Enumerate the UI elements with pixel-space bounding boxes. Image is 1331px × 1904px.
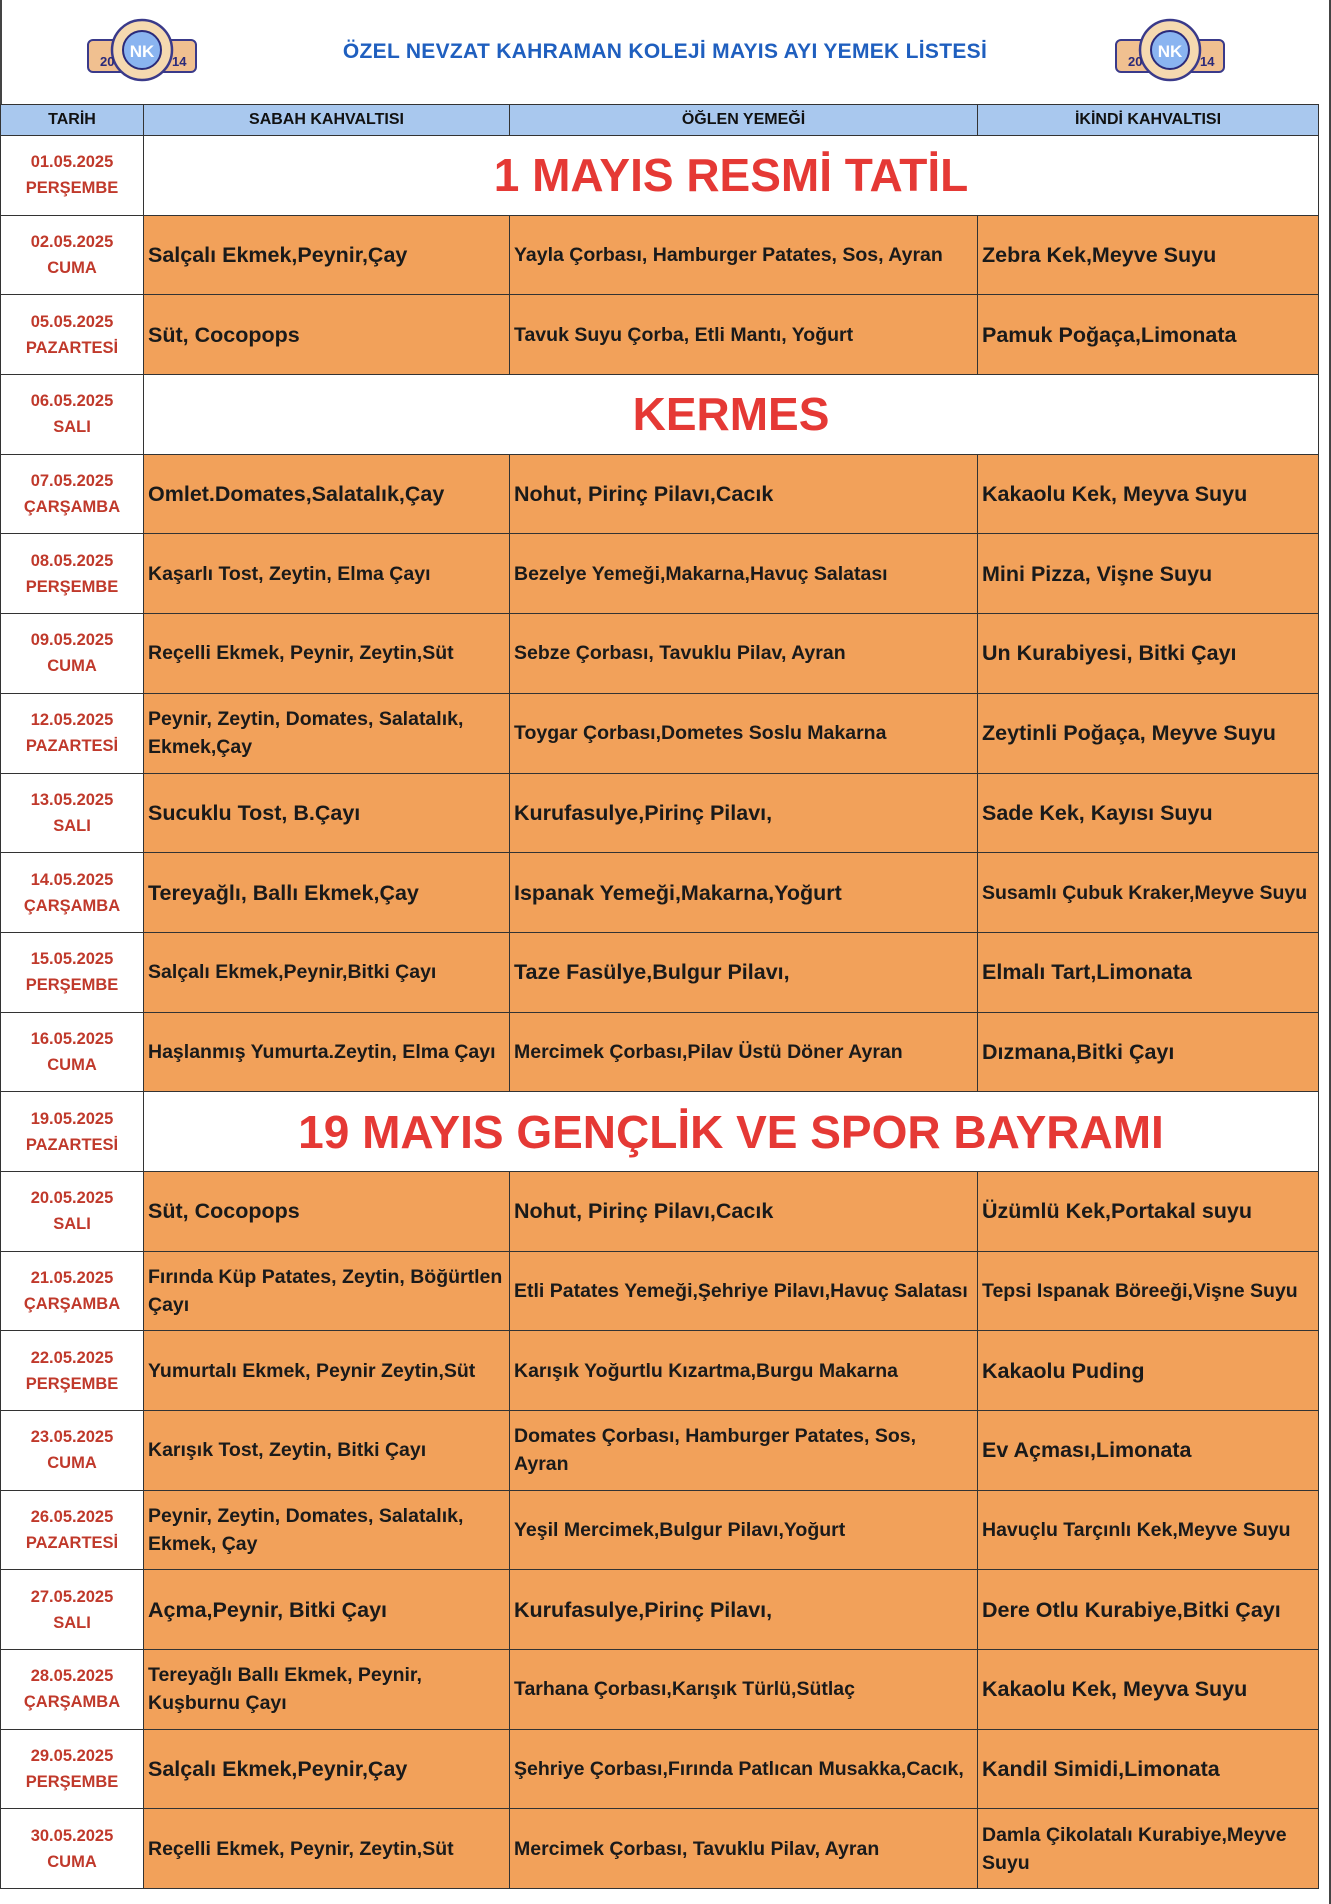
date-text: 13.05.2025 (30, 790, 114, 809)
date-cell (1, 1729, 144, 1809)
weekday-text: CUMA (47, 657, 97, 676)
lunch-cell: Mercimek Çorbası, Tavuklu Pilav, Ayran (510, 1809, 978, 1889)
holiday-banner: KERMES (144, 375, 1319, 455)
lunch-cell: Kurufasulye,Pirinç Pilavı, (510, 1570, 978, 1650)
date-text: 23.05.2025 (30, 1428, 114, 1447)
table-row (1, 1012, 1319, 1092)
date-cell (1, 853, 144, 933)
weekday-text: SALI (53, 418, 91, 437)
date-text: 21.05.2025 (30, 1268, 114, 1287)
table-row (1, 1809, 1319, 1889)
date-text: 01.05.2025 (30, 153, 114, 172)
date-cell (1, 1490, 144, 1570)
table-row (1, 693, 1319, 773)
snack-cell: Pamuk Poğaça,Limonata (978, 295, 1319, 375)
date-cell (1, 773, 144, 853)
breakfast-cell: Peynir, Zeytin, Domates, Salatalık, Ekmek,Çay (144, 693, 510, 773)
table-row (1, 1092, 1319, 1172)
date-text: 30.05.2025 (30, 1826, 114, 1845)
date-cell (1, 454, 144, 534)
holiday-banner: 1 MAYIS RESMİ TATİL (144, 136, 1319, 216)
breakfast-cell: Salçalı Ekmek,Peynir,Bitki Çayı (144, 932, 510, 1012)
lunch-cell: Nohut, Pirinç Pilavı,Cacık (510, 454, 978, 534)
snack-cell: Susamlı Çubuk Kraker,Meyve Suyu (978, 853, 1319, 933)
date-cell (1, 1411, 144, 1491)
weekday-text: PERŞEMBE (25, 179, 119, 198)
breakfast-cell: Tereyağlı Ballı Ekmek, Peynir, Kuşburnu Çayı (144, 1650, 510, 1730)
lunch-cell: Nohut, Pirinç Pilavı,Cacık (510, 1171, 978, 1251)
lunch-cell: Şehriye Çorbası,Fırında Patlıcan Musakka,Cacık, (510, 1729, 978, 1809)
table-row (1, 375, 1319, 455)
table-row (1, 454, 1319, 534)
school-logo (82, 10, 202, 92)
weekday-text: SALI (53, 1613, 91, 1632)
breakfast-cell: Peynir, Zeytin, Domates, Salatalık, Ekmek, Çay (144, 1490, 510, 1570)
weekday-text: SALI (53, 1215, 91, 1234)
table-row (1, 932, 1319, 1012)
breakfast-cell: Süt, Cocopops (144, 1171, 510, 1251)
breakfast-cell: Tereyağlı, Ballı Ekmek,Çay (144, 853, 510, 933)
weekday-text: ÇARŞAMBA (23, 498, 121, 517)
snack-cell: Un Kurabiyesi, Bitki Çayı (978, 614, 1319, 694)
lunch-cell: Etli Patates Yemeği,Şehriye Pilavı,Havuç Salatası (510, 1251, 978, 1331)
date-text: 06.05.2025 (30, 392, 114, 411)
date-cell (1, 1570, 144, 1650)
breakfast-cell: Salçalı Ekmek,Peynir,Çay (144, 215, 510, 295)
lunch-cell: Kurufasulye,Pirinç Pilavı, (510, 773, 978, 853)
table-row (1, 1411, 1319, 1491)
snack-cell: Kakaolu Kek, Meyva Suyu (978, 1650, 1319, 1730)
snack-cell: Ev Açması,Limonata (978, 1411, 1319, 1491)
date-cell (1, 1650, 144, 1730)
table-row (1, 614, 1319, 694)
snack-cell: Kandil Simidi,Limonata (978, 1729, 1319, 1809)
snack-cell: Sade Kek, Kayısı Suyu (978, 773, 1319, 853)
weekday-text: SALI (53, 816, 91, 835)
snack-cell: Havuçlu Tarçınlı Kek,Meyve Suyu (978, 1490, 1319, 1570)
snack-cell: Tepsi Ispanak Böreeği,Vişne Suyu (978, 1251, 1319, 1331)
table-row (1, 1490, 1319, 1570)
breakfast-cell: Yumurtalı Ekmek, Peynir Zeytin,Süt (144, 1331, 510, 1411)
snack-cell: Zeytinli Poğaça, Meyve Suyu (978, 693, 1319, 773)
column-header-lunch: ÖĞLEN YEMEĞİ (510, 105, 978, 136)
date-text: 29.05.2025 (30, 1747, 114, 1766)
date-cell (1, 1012, 144, 1092)
snack-cell: Dızmana,Bitki Çayı (978, 1012, 1319, 1092)
column-header-snack: İKİNDİ KAHVALTISI (978, 105, 1319, 136)
lunch-cell: Taze Fasülye,Bulgur Pilavı, (510, 932, 978, 1012)
weekday-text: CUMA (47, 1852, 97, 1871)
weekday-text: PAZARTESİ (25, 338, 119, 357)
date-cell (1, 1171, 144, 1251)
page-header (0, 0, 1331, 104)
lunch-cell: Domates Çorbası, Hamburger Patates, Sos, Ayran (510, 1411, 978, 1491)
breakfast-cell: Haşlanmış Yumurta.Zeytin, Elma Çayı (144, 1012, 510, 1092)
table-row (1, 534, 1319, 614)
lunch-cell: Mercimek Çorbası,Pilav Üstü Döner Ayran (510, 1012, 978, 1092)
snack-cell: Damla Çikolatalı Kurabiye,Meyve Suyu (978, 1809, 1319, 1889)
lunch-cell: Yayla Çorbası, Hamburger Patates, Sos, Ayran (510, 215, 978, 295)
logo-initials: NK (129, 42, 155, 61)
date-cell (1, 136, 144, 216)
date-text: 22.05.2025 (30, 1348, 114, 1367)
table-row (1, 1570, 1319, 1650)
table-row (1, 1251, 1319, 1331)
date-text: 15.05.2025 (30, 950, 114, 969)
menu-table-body (1, 136, 1319, 1889)
logo-year-right: 14 (172, 54, 187, 69)
breakfast-cell: Sucuklu Tost, B.Çayı (144, 773, 510, 853)
date-text: 27.05.2025 (30, 1587, 114, 1606)
date-cell (1, 693, 144, 773)
page-title: ÖZEL NEVZAT KAHRAMAN KOLEJİ MAYIS AYI YEMEK LİSTESİ (342, 40, 988, 63)
weekday-text: PAZARTESİ (25, 737, 119, 756)
table-row (1, 1171, 1319, 1251)
snack-cell: Kakaolu Puding (978, 1331, 1319, 1411)
weekday-text: PAZARTESİ (25, 1534, 119, 1553)
column-header-date: TARİH (1, 105, 144, 136)
lunch-cell: Tavuk Suyu Çorba, Etli Mantı, Yoğurt (510, 295, 978, 375)
weekday-text: PAZARTESİ (25, 1135, 119, 1154)
breakfast-cell: Reçelli Ekmek, Peynir, Zeytin,Süt (144, 1809, 510, 1889)
date-cell (1, 375, 144, 455)
table-row (1, 773, 1319, 853)
lunch-cell: Tarhana Çorbası,Karışık Türlü,Sütlaç (510, 1650, 978, 1730)
weekday-text: CUMA (47, 1055, 97, 1074)
weekday-text: PERŞEMBE (25, 1773, 119, 1792)
holiday-banner: 19 MAYIS GENÇLİK VE SPOR BAYRAMI (144, 1092, 1319, 1172)
date-cell (1, 1251, 144, 1331)
date-text: 07.05.2025 (30, 472, 114, 491)
date-text: 05.05.2025 (30, 312, 114, 331)
breakfast-cell: Süt, Cocopops (144, 295, 510, 375)
table-header-row (1, 105, 1319, 136)
snack-cell: Mini Pizza, Vişne Suyu (978, 534, 1319, 614)
weekday-text: ÇARŞAMBA (23, 1693, 121, 1712)
page-border (0, 0, 2, 104)
date-cell (1, 534, 144, 614)
date-text: 28.05.2025 (30, 1667, 114, 1686)
table-row (1, 1729, 1319, 1809)
weekday-text: PERŞEMBE (25, 577, 119, 596)
date-cell (1, 295, 144, 375)
lunch-cell: Karışık Yoğurtlu Kızartma,Burgu Makarna (510, 1331, 978, 1411)
date-text: 20.05.2025 (30, 1189, 114, 1208)
menu-table (0, 104, 1319, 1889)
date-cell (1, 1809, 144, 1889)
date-text: 26.05.2025 (30, 1508, 114, 1527)
weekday-text: PERŞEMBE (25, 976, 119, 995)
logo-year-left: 20 (100, 54, 115, 69)
date-text: 16.05.2025 (30, 1029, 114, 1048)
lunch-cell: Toygar Çorbası,Dometes Soslu Makarna (510, 693, 978, 773)
table-row (1, 215, 1319, 295)
date-text: 08.05.2025 (30, 551, 114, 570)
breakfast-cell: Kaşarlı Tost, Zeytin, Elma Çayı (144, 534, 510, 614)
breakfast-cell: Açma,Peynir, Bitki Çayı (144, 1570, 510, 1650)
breakfast-cell: Karışık Tost, Zeytin, Bitki Çayı (144, 1411, 510, 1491)
lunch-cell: Sebze Çorbası, Tavuklu Pilav, Ayran (510, 614, 978, 694)
logo-initials: NK (1157, 42, 1183, 61)
date-text: 09.05.2025 (30, 631, 114, 650)
breakfast-cell: Salçalı Ekmek,Peynir,Çay (144, 1729, 510, 1809)
breakfast-cell: Fırında Küp Patates, Zeytin, Böğürtlen Çayı (144, 1251, 510, 1331)
snack-cell: Dere Otlu Kurabiye,Bitki Çayı (978, 1570, 1319, 1650)
snack-cell: Üzümlü Kek,Portakal suyu (978, 1171, 1319, 1251)
table-row (1, 1331, 1319, 1411)
logo-year-right: 14 (1200, 54, 1215, 69)
date-cell (1, 614, 144, 694)
school-logo (1110, 10, 1230, 92)
date-cell (1, 1092, 144, 1172)
snack-cell: Kakaolu Kek, Meyva Suyu (978, 454, 1319, 534)
breakfast-cell: Omlet.Domates,Salatalık,Çay (144, 454, 510, 534)
logo-year-left: 20 (1128, 54, 1143, 69)
lunch-cell: Yeşil Mercimek,Bulgur Pilavı,Yoğurt (510, 1490, 978, 1570)
weekday-text: PERŞEMBE (25, 1374, 119, 1393)
weekday-text: CUMA (47, 259, 97, 278)
column-header-breakfast: SABAH KAHVALTISI (144, 105, 510, 136)
date-text: 19.05.2025 (30, 1109, 114, 1128)
table-row (1, 1650, 1319, 1730)
date-cell (1, 215, 144, 295)
date-cell (1, 932, 144, 1012)
lunch-cell: Bezelye Yemeği,Makarna,Havuç Salatası (510, 534, 978, 614)
date-cell (1, 1331, 144, 1411)
snack-cell: Elmalı Tart,Limonata (978, 932, 1319, 1012)
snack-cell: Zebra Kek,Meyve Suyu (978, 215, 1319, 295)
breakfast-cell: Reçelli Ekmek, Peynir, Zeytin,Süt (144, 614, 510, 694)
date-text: 12.05.2025 (30, 711, 114, 730)
weekday-text: ÇARŞAMBA (23, 896, 121, 915)
weekday-text: ÇARŞAMBA (23, 1294, 121, 1313)
lunch-cell: Ispanak Yemeği,Makarna,Yoğurt (510, 853, 978, 933)
date-text: 14.05.2025 (30, 870, 114, 889)
table-row (1, 295, 1319, 375)
date-text: 02.05.2025 (30, 233, 114, 252)
weekday-text: CUMA (47, 1454, 97, 1473)
table-row (1, 853, 1319, 933)
table-row (1, 136, 1319, 216)
